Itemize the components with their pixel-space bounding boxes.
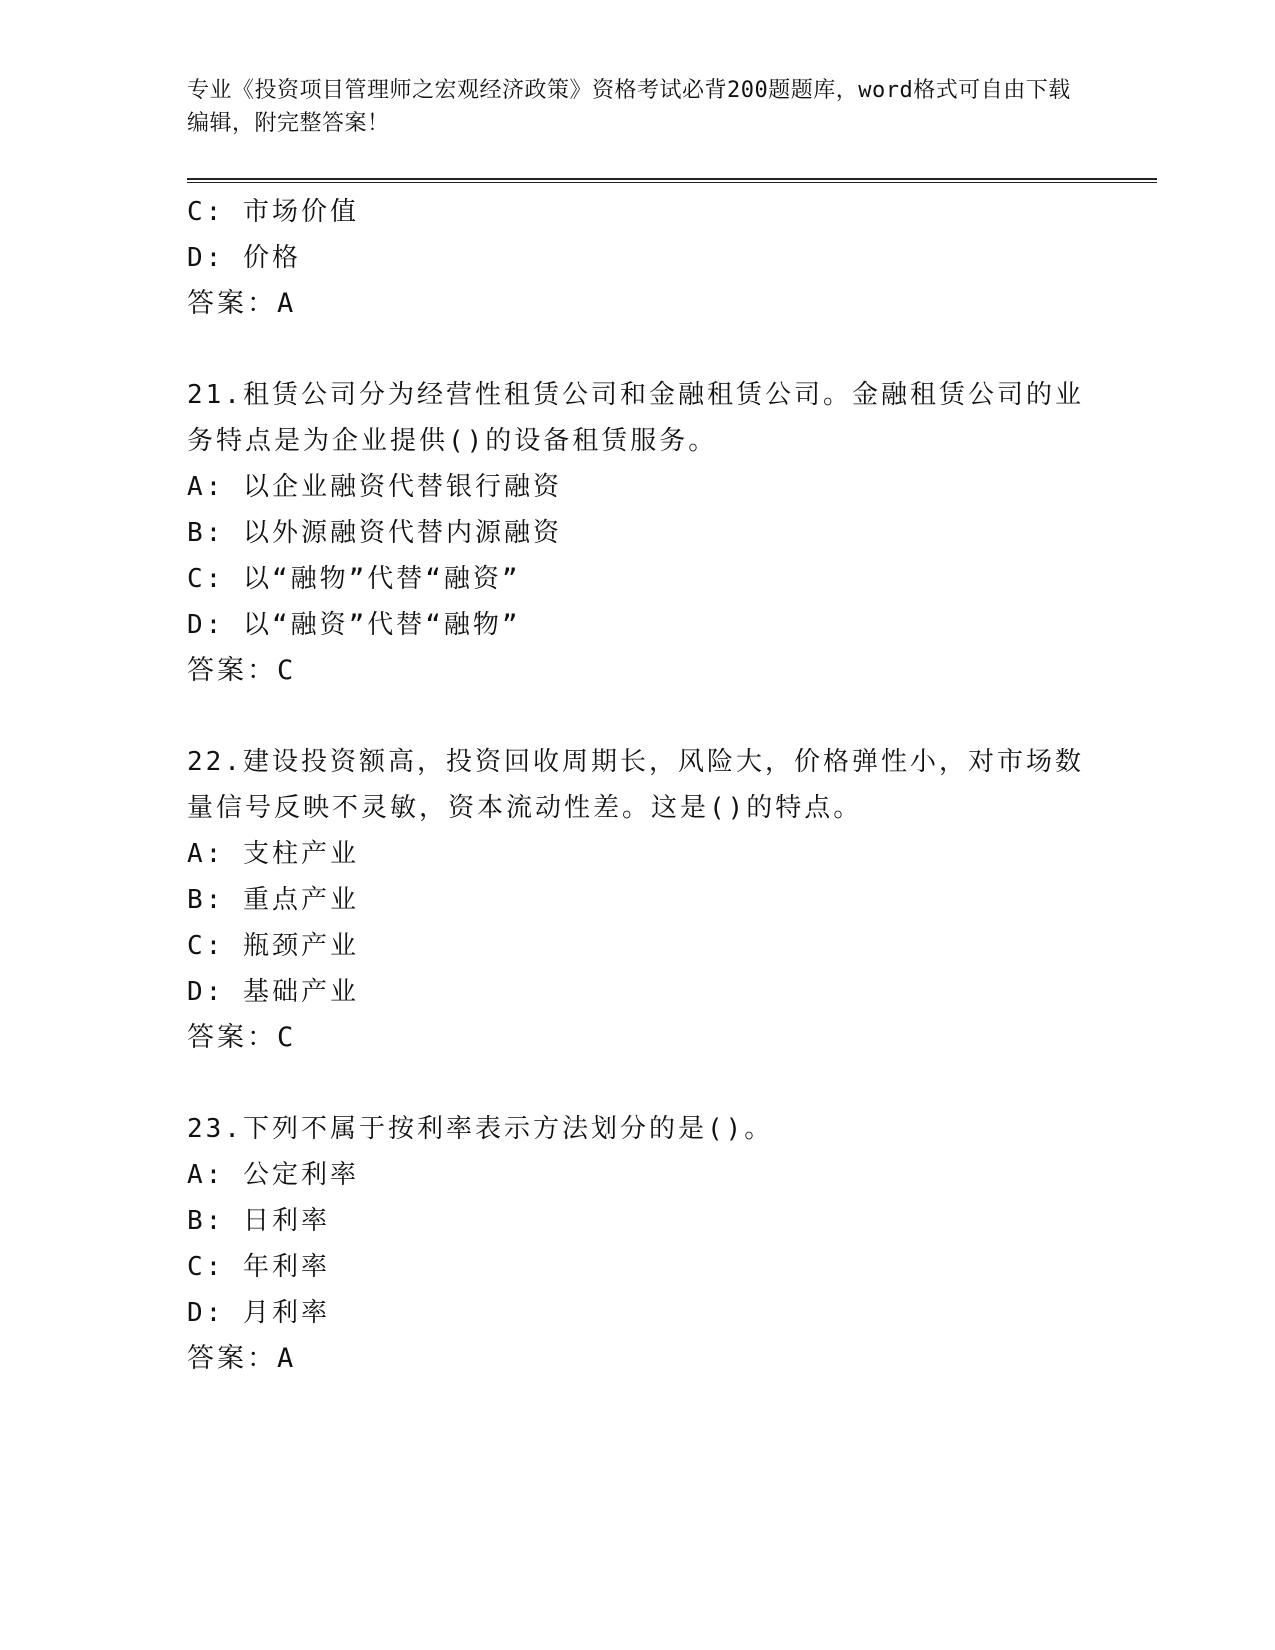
answer-value: C <box>277 1022 297 1053</box>
answer-value: C <box>277 655 297 686</box>
option-d: D: 价格 <box>187 243 301 273</box>
option-b: B: 以外源融资代替内源融资 <box>187 518 562 548</box>
option-a: A: 公定利率 <box>187 1160 359 1190</box>
option-d: D: 基础产业 <box>187 977 359 1007</box>
question-list <box>187 189 1087 1382</box>
option-d: D: 以“融资”代替“融物” <box>187 610 521 640</box>
prev-question-tail <box>187 189 1087 327</box>
option-c: C: 年利率 <box>187 1252 330 1282</box>
answer-line: 答案：A <box>187 288 297 319</box>
option-b: B: 日利率 <box>187 1206 330 1236</box>
question-text: 22.建设投资额高，投资回收周期长，风险大，价格弹性小，对市场数量信号反映不灵敏，资本流动性差。这是()的特点。 <box>187 747 1084 823</box>
document-title: 专业《投资项目管理师之宏观经济政策》资格考试必背200题题库，word格式可自由下载编辑，附完整答案！ <box>187 78 1071 136</box>
option-a: A: 支柱产业 <box>187 839 359 869</box>
option-a: A: 以企业融资代替银行融资 <box>187 472 562 502</box>
option-c: C: 以“融物”代替“融资” <box>187 564 521 594</box>
option-d: D: 月利率 <box>187 1298 330 1328</box>
header-divider <box>187 178 1157 183</box>
answer-line: 答案：A <box>187 1343 297 1374</box>
answer-value: A <box>277 288 297 319</box>
option-b: B: 重点产业 <box>187 885 359 915</box>
question-23 <box>187 1106 1087 1382</box>
answer-line: 答案：C <box>187 1022 297 1053</box>
option-c: C: 市场价值 <box>187 197 359 227</box>
answer-value: A <box>277 1343 297 1374</box>
page-header <box>187 74 1087 140</box>
question-text: 21.租赁公司分为经营性租赁公司和金融租赁公司。金融租赁公司的业务特点是为企业提供()的设备租赁服务。 <box>187 380 1084 456</box>
option-c: C: 瓶颈产业 <box>187 931 359 961</box>
question-text: 23.下列不属于按利率表示方法划分的是()。 <box>187 1114 774 1144</box>
answer-line: 答案：C <box>187 655 297 686</box>
question-21 <box>187 372 1087 694</box>
question-22 <box>187 739 1087 1061</box>
